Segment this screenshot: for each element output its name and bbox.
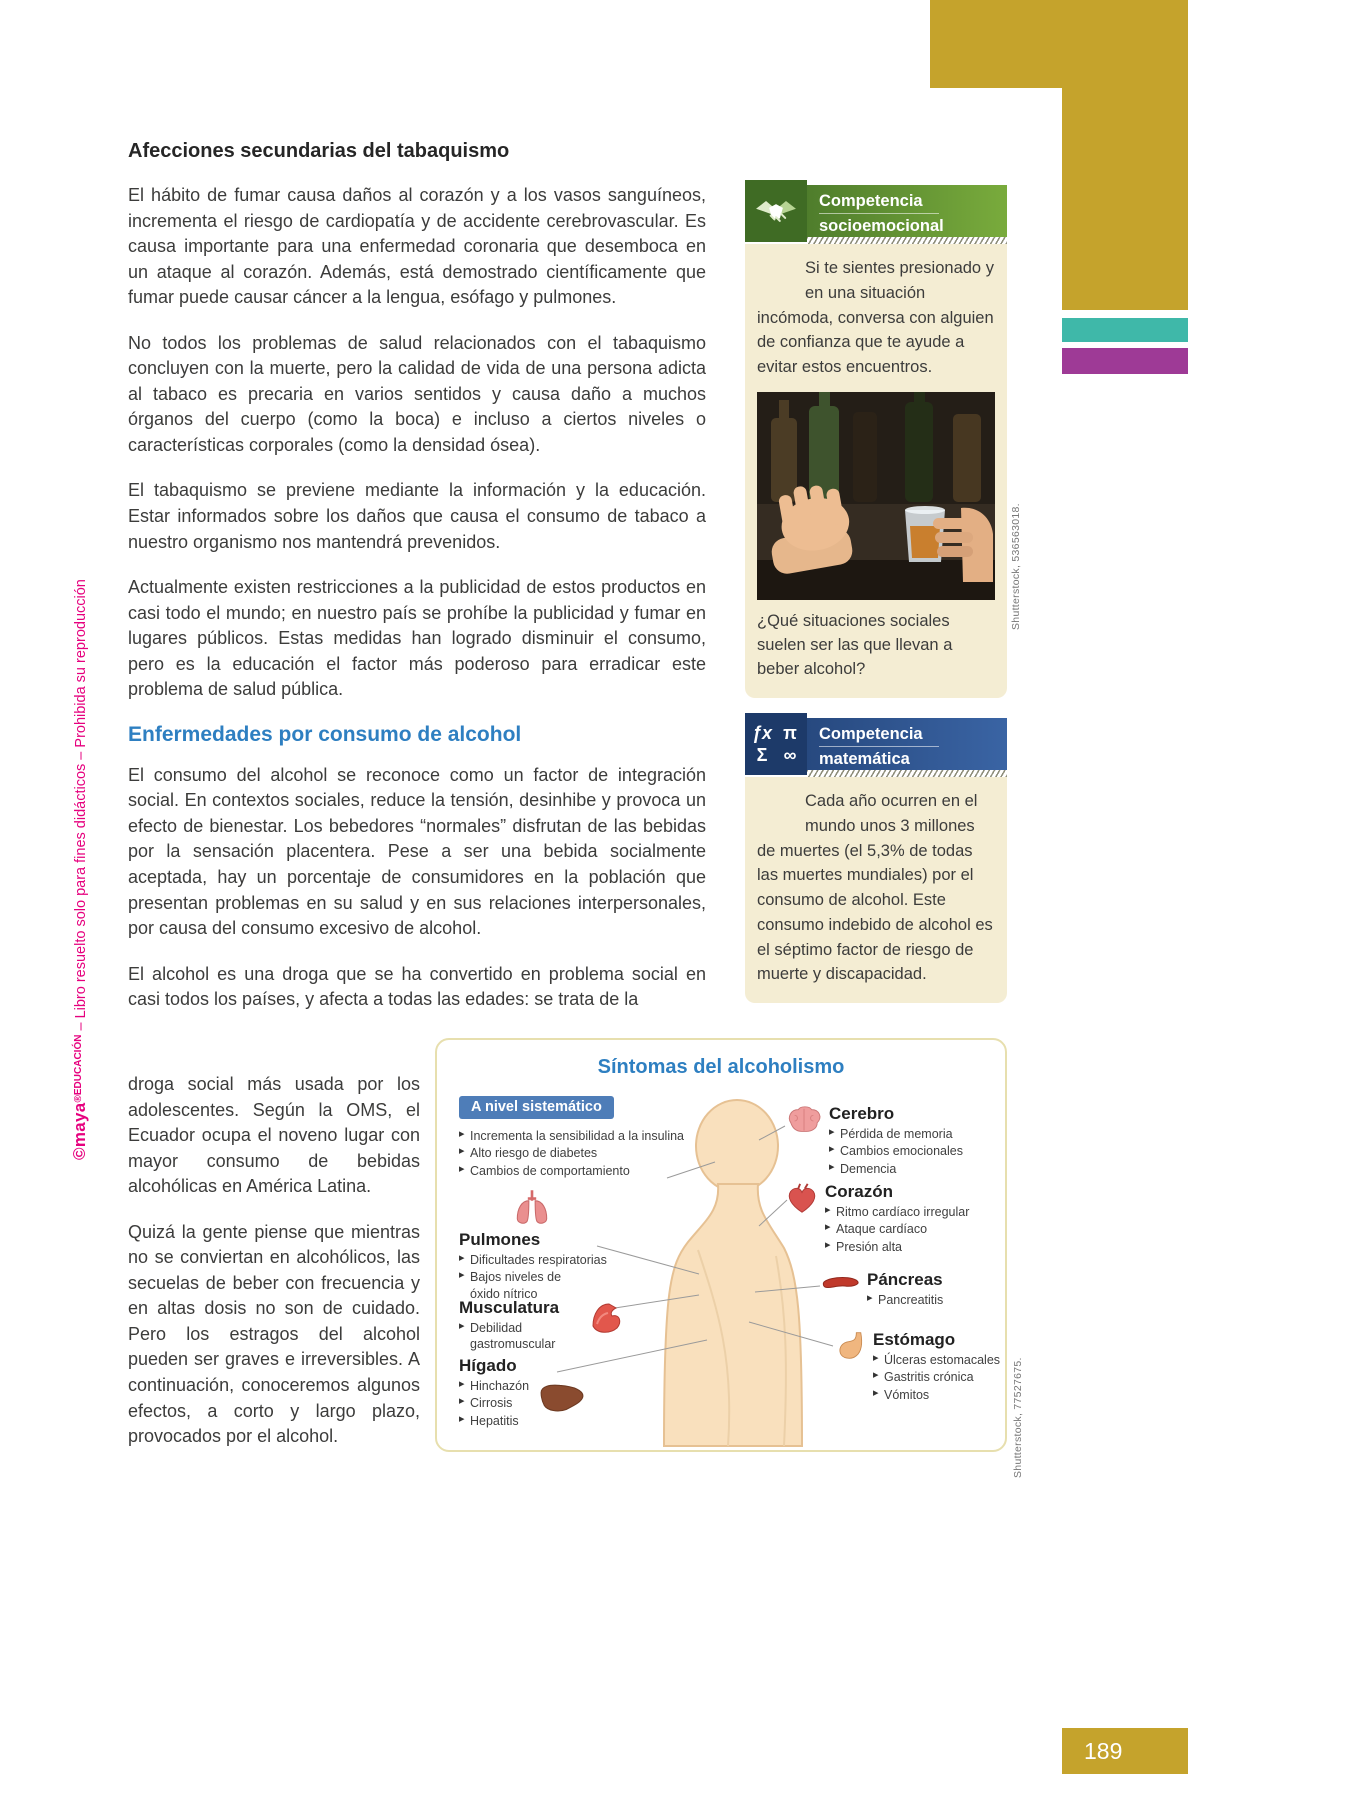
- photo-credit: Shutterstock, 536563018.: [1010, 503, 1022, 630]
- alcoholism-symptoms-infographic: [435, 1038, 1007, 1452]
- box-body-text: Cada año ocurren en el mundo unos 3 millones de muertes (el 5,3% de todas las muertes mundiales) por el consumo de alcohol. Este consumo indebido de alcohol es el séptimo factor de riesgo de muerte y discapacidad.: [757, 792, 993, 984]
- group-name: Musculatura: [459, 1298, 560, 1317]
- group-name: Pulmones: [459, 1230, 541, 1249]
- box-title: [807, 185, 1007, 237]
- paragraph: El hábito de fumar causa daños al corazón y a los vasos sanguíneos, incrementa el riesgo de cardiopatía y de accidente cerebrovascular. Es causa importante para una enfermedad coronaria que desemboca en un ataque al corazón. Además, está demostrado científicamente que fumar puede causar cáncer a la lengua, esófago y pulmones.: [128, 185, 706, 308]
- teal-accent-bar: [1062, 318, 1188, 342]
- symptom-item: ▸ Bajos niveles de óxido nítrico: [459, 1269, 579, 1302]
- brand-suffix: ®EDUCACIÓN: [73, 1034, 84, 1103]
- systemic-items: [459, 1128, 709, 1180]
- systemic-level-chip: A nivel sistemático: [459, 1096, 614, 1119]
- paragraph: El tabaquismo se previene mediante la información y la educación. Estar informados sobre los daños que causa el consumo de tabaco a nuestro organismo nos mantendrá prevenidos.: [128, 480, 706, 552]
- group-name: Hígado: [459, 1356, 517, 1375]
- group-name: Páncreas: [867, 1270, 943, 1289]
- brain-icon: [785, 1104, 823, 1136]
- symptom-item: ▸ Cambios emocionales: [829, 1143, 963, 1159]
- symptom-item: ▸ Demencia: [829, 1161, 963, 1177]
- magenta-accent-bar: [1062, 348, 1188, 374]
- liver-icon: [539, 1382, 585, 1414]
- hatch-strip: [807, 770, 1007, 777]
- icon-spacer: [757, 789, 805, 815]
- symptom-item: ▸ Debilidad gastromuscular: [459, 1320, 569, 1353]
- paragraph: Actualmente existen restricciones a la publicidad de estos productos en casi todo el mundo; en nuestro país se prohíbe la publicidad y fumar en lugares públicos. Estas medidas han logrado disminuir el consumo, pero es la educación el factor más poderoso para erradicar este problema de salud pública.: [128, 577, 706, 700]
- copyright-imprint: [70, 400, 96, 1160]
- paragraph: droga social más usada por los adolescentes. Según la OMS, el Ecuador ocupa el noveno lugar con mayor consumo de bebidas alcohólicas en América Latina.: [128, 1074, 420, 1197]
- imprint-text: – Libro resuelto solo para fines didácticos – Prohibida su reproducción: [73, 579, 89, 1035]
- group-name: Estómago: [873, 1330, 956, 1349]
- competencia-matematica-box: [745, 718, 1007, 1003]
- infinity-glyph: ∞: [783, 745, 797, 765]
- symptom-item: ▸ Presión alta: [825, 1239, 969, 1255]
- paragraph: El alcohol es una droga que se ha convertido en problema social en casi todos los países, y afecta a todas las edades: se trata de la: [128, 963, 706, 1010]
- box-title-line2: matemática: [819, 749, 910, 768]
- section-heading-alcohol: Enfermedades por consumo de alcohol: [128, 722, 522, 746]
- section-heading-smoking: Afecciones secundarias del tabaquismo: [128, 140, 510, 162]
- symptom-item: ▸ Cambios de comportamiento: [459, 1163, 709, 1179]
- symptom-item: ▸ Alto riesgo de diabetes: [459, 1145, 709, 1161]
- symptom-item: ▸ Pérdida de memoria: [829, 1126, 963, 1142]
- pi-glyph: π: [783, 723, 797, 743]
- sigma-glyph: Σ: [756, 745, 768, 765]
- box-body-text: Si te sientes presionado y en una situación incómoda, conversa con alguien de confianza que te ayude a evitar estos encuentros.: [757, 259, 994, 376]
- main-text-column: [128, 140, 706, 1033]
- symptom-item: ▸ Ritmo cardíaco irregular: [825, 1204, 969, 1220]
- box-header: [745, 185, 1007, 237]
- narrow-text-column: [128, 1072, 420, 1470]
- pancreas-icon: [821, 1274, 861, 1294]
- box-panel: [745, 777, 1007, 1003]
- infographic-credit: Shutterstock, 77527675.: [1012, 1357, 1024, 1478]
- symptom-item: ▸ Incrementa la sensibilidad a la insulina: [459, 1128, 709, 1144]
- icon-spacer: [757, 256, 805, 282]
- infographic-title: Síntomas del alcoholismo: [597, 1056, 845, 1078]
- stomach-icon: [835, 1330, 867, 1362]
- symptom-item: ▸ Úlceras estomacales: [873, 1352, 1000, 1368]
- infographic-group-estomago: [835, 1330, 1005, 1404]
- infographic-group-cerebro: [785, 1104, 1000, 1178]
- symptom-item: ▸ Hinchazón: [459, 1378, 599, 1394]
- symptom-item: ▸ Pancreatitis: [867, 1292, 943, 1308]
- symptom-item: ▸ Hepatitis: [459, 1413, 599, 1429]
- muscle-arm-icon: [585, 1296, 625, 1336]
- fx-glyph: ƒx: [751, 723, 773, 743]
- group-name: Corazón: [825, 1182, 893, 1201]
- photo-caption: ¿Qué situaciones sociales suelen ser las que llevan a beber alcohol?: [757, 611, 953, 678]
- brand-logo: ©maya: [70, 1102, 89, 1160]
- page-number-text: 189: [1084, 1737, 1123, 1764]
- symptom-item: ▸ Dificultades respiratorias: [459, 1252, 614, 1268]
- box-panel: [745, 244, 1007, 698]
- symptom-item: ▸ Ataque cardíaco: [825, 1221, 969, 1237]
- box-title-line2: socioemocional: [819, 216, 944, 235]
- handshake-icon: [745, 180, 807, 242]
- paragraph: El consumo del alcohol se reconoce como un factor de integración social. En contextos sociales, reduce la tensión, desinhibe y provoca un efecto de bienestar. Los bebedores “normales” disfrutan de las bebidas por la sensación placentera. Pese a ser una bebida socialmente aceptada, hay un porcentaje de consumidores en la población que presentan problemas en su salud y en sus relaciones interpersonales, por causa del consumo excesivo de alcohol.: [128, 764, 706, 939]
- lungs-icon: [511, 1186, 553, 1228]
- infographic-group-corazon: [785, 1182, 1005, 1256]
- box-title-line1: Competencia: [819, 191, 939, 214]
- infographic-group-pancreas: [821, 1270, 1001, 1309]
- page-number: [1062, 1728, 1188, 1774]
- infographic-group-pulmones: [459, 1230, 614, 1303]
- gold-tab-column: [1062, 0, 1188, 310]
- symptom-item: ▸ Vómitos: [873, 1387, 1000, 1403]
- symptom-item: ▸ Cirrosis: [459, 1395, 599, 1411]
- box-header: [745, 718, 1007, 770]
- refusing-alcohol-photo: [757, 392, 995, 600]
- heart-icon: [785, 1182, 819, 1216]
- paragraph: Quizá la gente piense que mientras no se conviertan en alcohólicos, las secuelas de beber con frecuencia y en altas dosis no son de cuidado. Pero los estragos del alcohol pueden ser graves e irreversibles. A continuación, conoceremos algunos efectos, a corto y largo plazo, provocados por el alcohol.: [128, 1221, 420, 1447]
- box-title-line1: Competencia: [819, 724, 939, 747]
- symptom-item: ▸ Gastritis crónica: [873, 1369, 1000, 1385]
- box-title: [807, 718, 1007, 770]
- math-symbols-icon: [745, 713, 807, 775]
- paragraph: No todos los problemas de salud relacionados con el tabaquismo concluyen con la muerte, pero la calidad de vida de una persona adicta al tabaco es precaria en varios sentidos y causa daño a muchos órganos del cuerpo (como la boca) e incluso a ciertos niveles o características corporales (como la densidad ósea).: [128, 332, 706, 455]
- competencia-socioemocional-box: [745, 185, 1007, 698]
- hatch-strip: [807, 237, 1007, 244]
- group-name: Cerebro: [829, 1104, 895, 1123]
